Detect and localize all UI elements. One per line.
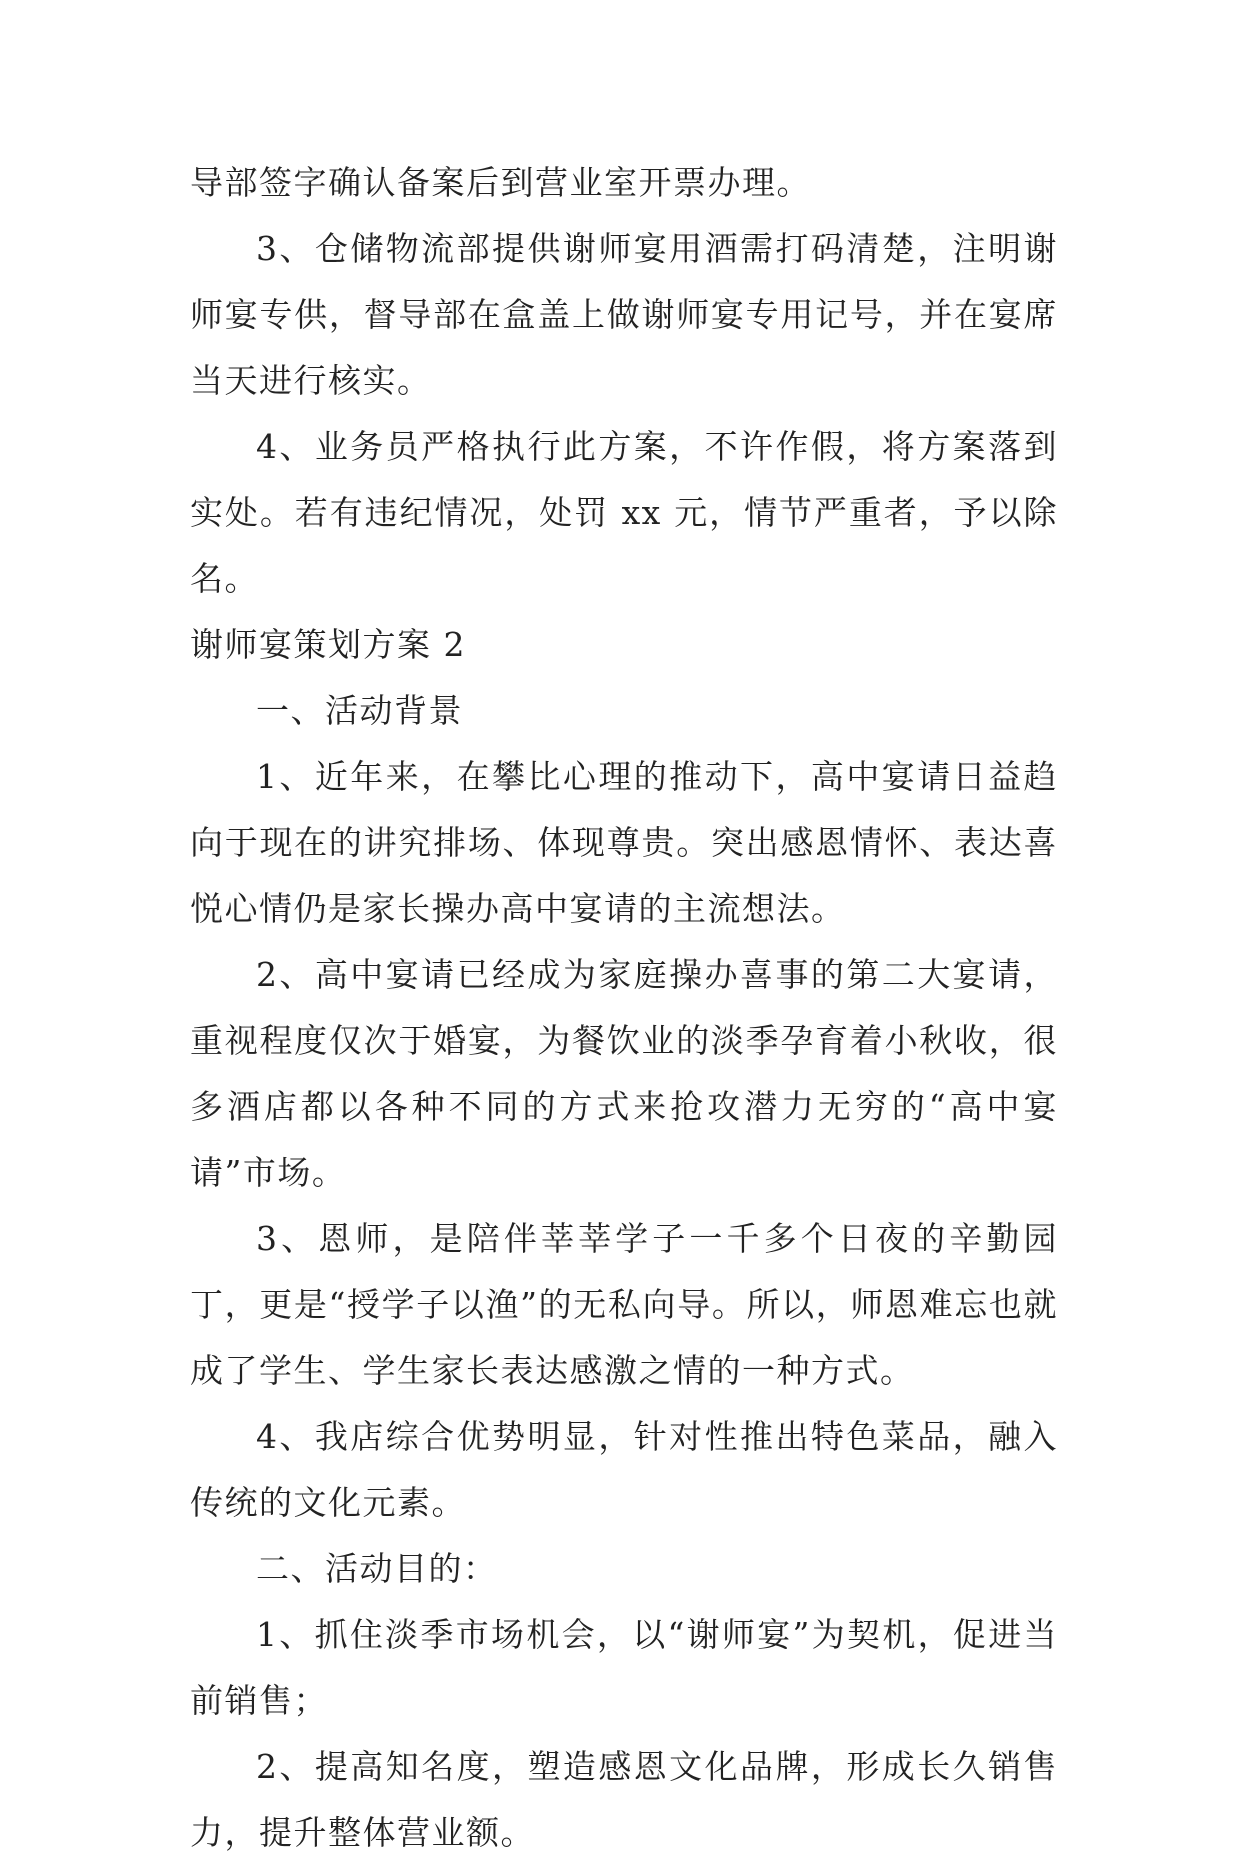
heading-activity-background: 一、活动背景	[256, 691, 463, 730]
paragraph-purpose-1: 1、抓住淡季市场机会，以“谢师宴”为契机，促进当前销售；	[190, 1615, 1058, 1720]
paragraph-background-1: 1、近年来，在攀比心理的推动下，高中宴请日益趋向于现在的讲究排场、体现尊贵。突出感恩情怀、表达喜悦心情仍是家长操办高中宴请的主流想法。	[190, 757, 1058, 928]
paragraph-background-3: 3、恩师，是陪伴莘莘学子一千多个日夜的辛勤园丁，更是“授学子以渔”的无私向导。所以，师恩难忘也就成了学生、学生家长表达感激之情的一种方式。	[190, 1219, 1058, 1390]
paragraph-background-4: 4、我店综合优势明显，针对性推出特色菜品，融入传统的文化元素。	[190, 1417, 1058, 1522]
paragraph-item-3-warehouse: 3、仓储物流部提供谢师宴用酒需打码清楚，注明谢师宴专供，督导部在盒盖上做谢师宴专用记号，并在宴席当天进行核实。	[190, 229, 1058, 400]
paragraph-purpose-2: 2、提高知名度，塑造感恩文化品牌，形成长久销售力，提升整体营业额。	[190, 1747, 1058, 1852]
paragraph-item-4-salesman: 4、业务员严格执行此方案，不许作假，将方案落到实处。若有违纪情况，处罚 xx 元，情节严重者，予以除名。	[190, 427, 1058, 598]
heading-activity-purpose: 二、活动目的：	[256, 1549, 498, 1588]
document-body	[190, 150, 1058, 1866]
paragraph-background-2: 2、高中宴请已经成为家庭操办喜事的第二大宴请，重视程度仅次于婚宴，为餐饮业的淡季孕育着小秋收，很多酒店都以各种不同的方式来抢攻潜力无穷的“高中宴请”市场。	[190, 955, 1058, 1192]
section-title-plan-2: 谢师宴策划方案 2	[190, 625, 466, 664]
paragraph-continuation: 导部签字确认备案后到营业室开票办理。	[190, 163, 811, 202]
